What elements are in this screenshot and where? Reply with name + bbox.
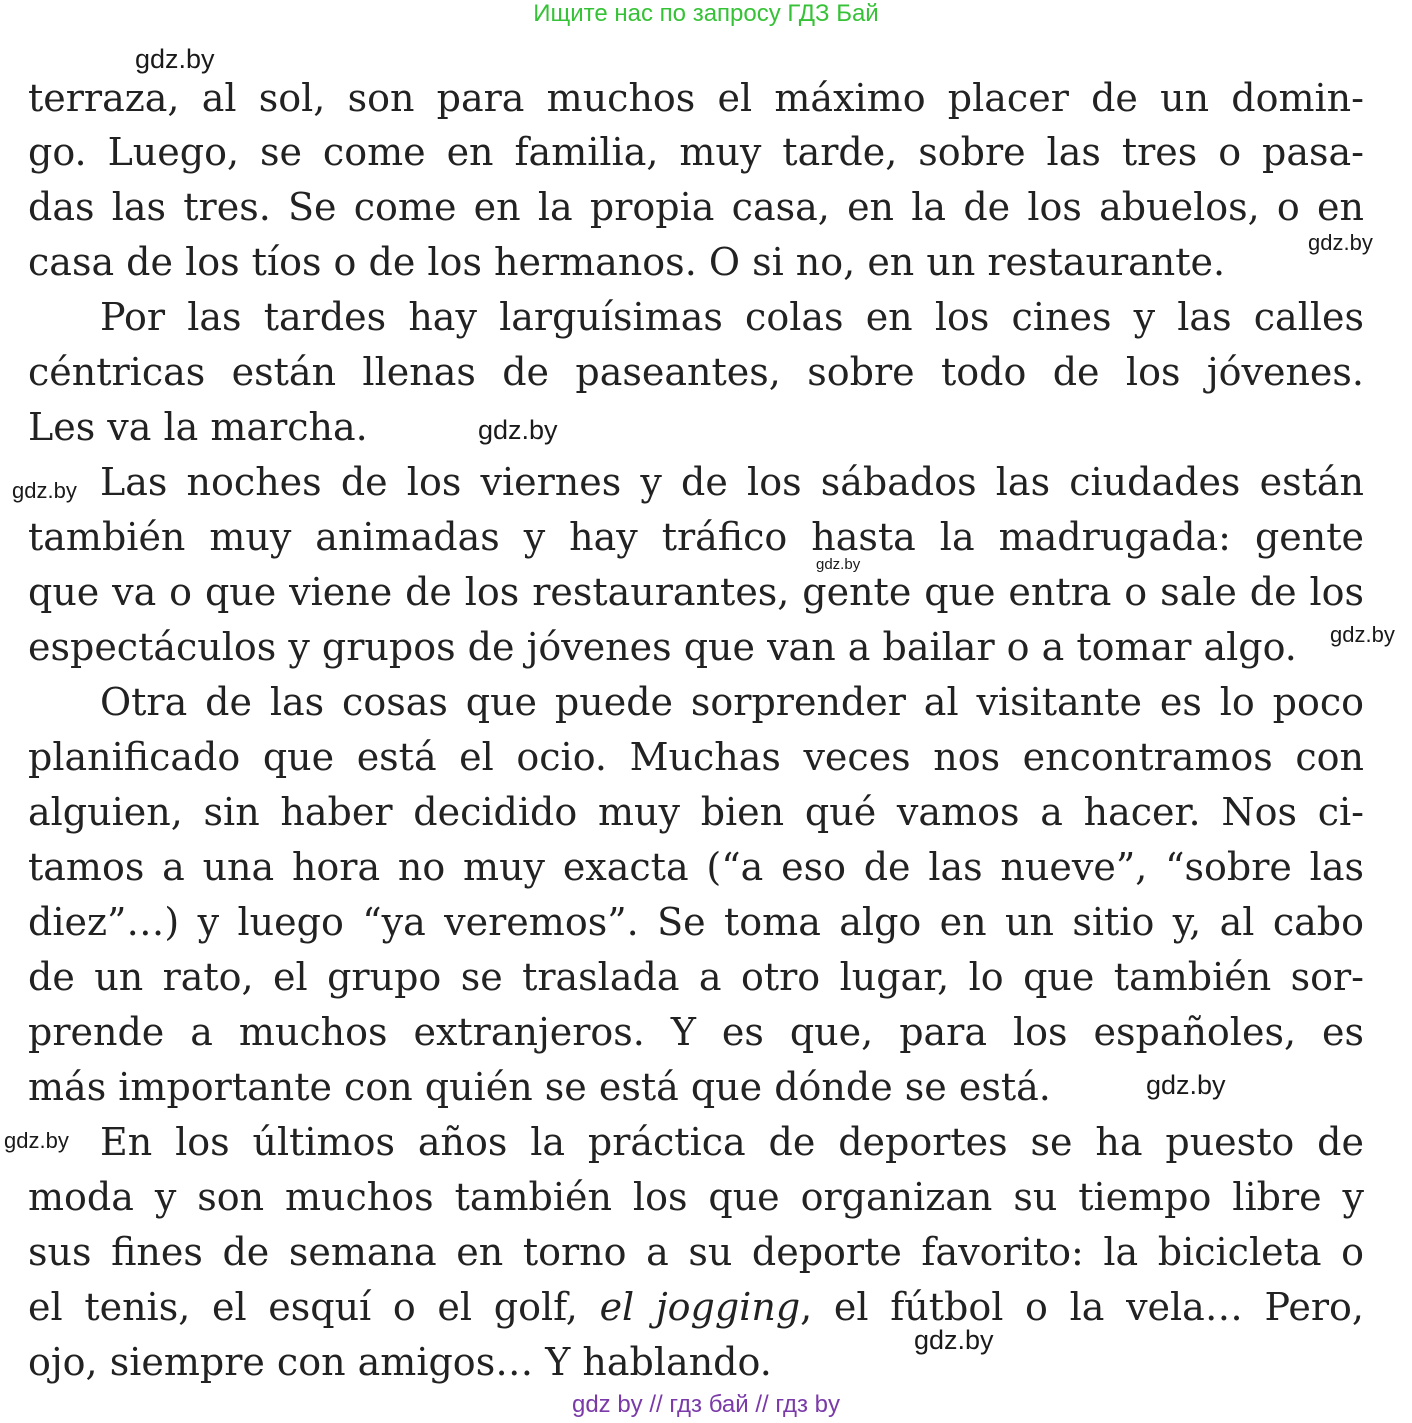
text-line: céntricas están llenas de paseantes, sobre todo de los jóvenes.: [28, 350, 1364, 394]
text-line: espectáculos y grupos de jóvenes que van a bailar o a tomar algo.: [28, 625, 1297, 669]
text-line: go. Luego, se come en familia, muy tarde, sobre las tres o pasa-: [28, 130, 1364, 174]
text-line: Les va la marcha.: [28, 405, 368, 449]
text-line: [28, 1280, 1364, 1335]
bottom-banner: gdz by // гдз бай // гдз by: [571, 1391, 841, 1418]
paragraph-first-line: En los últimos años la práctica de deportes se ha puesto de: [100, 1120, 1364, 1164]
watermark: gdz.by: [478, 415, 558, 445]
text-line: de un rato, el grupo se traslada a otro lugar, lo que también sor-: [28, 955, 1364, 999]
top-banner: Ищите нас по запросу ГДЗ Бай: [533, 0, 879, 27]
text-line: terraza, al sol, son para muchos el máximo placer de un domin-: [28, 76, 1364, 120]
italic-term: el jogging: [599, 1285, 801, 1329]
text-line: tamos a una hora no muy exacta (“a eso de las nueve”, “sobre las: [28, 845, 1364, 889]
text-line: sus fines de semana en torno a su deporte favorito: la bicicleta o: [28, 1230, 1364, 1274]
watermark: gdz.by: [1308, 230, 1373, 255]
watermark: gdz.by: [1330, 622, 1395, 647]
text-line: ojo, siempre con amigos… Y hablando.: [28, 1340, 772, 1384]
text-line: moda y son muchos también los que organizan su tiempo libre y: [28, 1175, 1364, 1219]
watermark: gdz.by: [914, 1325, 994, 1355]
text-line: das las tres. Se come en la propia casa, en la de los abuelos, o en: [28, 185, 1364, 229]
text-line: más importante con quién se está que dónde se está.: [28, 1065, 1051, 1109]
text-line: que va o que viene de los restaurantes, gente que entra o sale de los: [28, 570, 1364, 614]
text-span: , el fútbol o la vela… Pero,: [800, 1285, 1364, 1329]
text-line: también muy animadas y hay tráfico hasta la madrugada: gente: [28, 515, 1364, 559]
text-line: planificado que está el ocio. Muchas veces nos encontramos con: [28, 735, 1364, 779]
watermark: gdz.by: [1146, 1070, 1226, 1100]
text-line: casa de los tíos o de los hermanos. O si no, en un restaurante.: [28, 240, 1226, 284]
paragraph-first-line: Por las tardes hay larguísimas colas en los cines y las calles: [100, 295, 1364, 339]
text-line: alguien, sin haber decidido muy bien qué vamos a hacer. Nos ci-: [28, 790, 1364, 834]
text-span: el tenis, el esquí o el golf,: [28, 1285, 600, 1329]
watermark: gdz.by: [12, 478, 77, 503]
watermark: gdz.by: [816, 556, 861, 573]
text-line: prende a muchos extranjeros. Y es que, para los españoles, es: [28, 1010, 1364, 1054]
watermark: gdz.by: [4, 1128, 69, 1153]
watermark: gdz.by: [135, 44, 215, 74]
text-line: diez”…) y luego “ya veremos”. Se toma algo en un sitio y, al cabo: [28, 900, 1364, 944]
paragraph-first-line: Las noches de los viernes y de los sábados las ciudades están: [100, 460, 1364, 504]
paragraph-first-line: Otra de las cosas que puede sorprender al visitante es lo poco: [100, 680, 1364, 724]
